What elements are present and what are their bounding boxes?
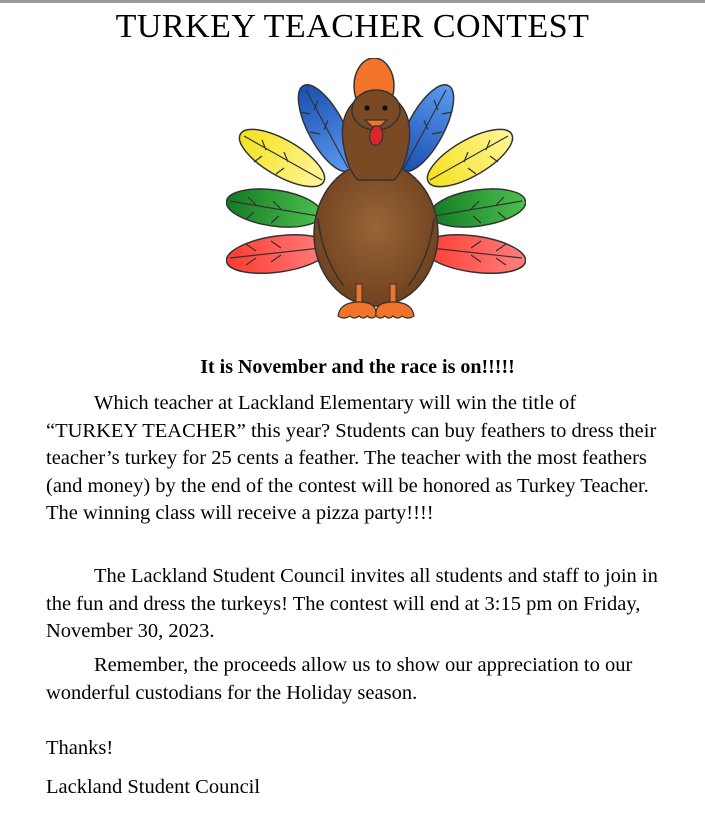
- turkey-illustration: [226, 58, 526, 326]
- paragraph-reminder: Remember, the proceeds allow us to show our appreciation to our wonderful custodians for the Holiday season.: [46, 654, 633, 704]
- closing-text: Thanks!: [46, 737, 114, 759]
- signature: Lackland Student Council: [46, 776, 261, 798]
- page-title: TURKEY TEACHER CONTEST: [115, 8, 590, 45]
- subheading: It is November and the race is on!!!!!: [200, 356, 515, 378]
- page-top-border: [0, 0, 705, 3]
- feather-left-green: [226, 183, 324, 232]
- feather-right-green: [428, 183, 526, 232]
- paragraph-contest-description: Which teacher at Lackland Elementary will win the title of “TURKEY TEACHER” this year? Students can buy feathers to dress their teacher’s turkey for 25 cents a feather. The teacher with the most feathers (and money) by the end of the contest will be honored as Turkey Teacher. The winning class will receive a pizza party!!!!: [46, 392, 657, 524]
- paragraph-invitation: The Lackland Student Council invites all students and staff to join in the fun and dress the turkeys! The contest will end at 3:15 pm on Friday, November 30, 2023.: [46, 565, 658, 642]
